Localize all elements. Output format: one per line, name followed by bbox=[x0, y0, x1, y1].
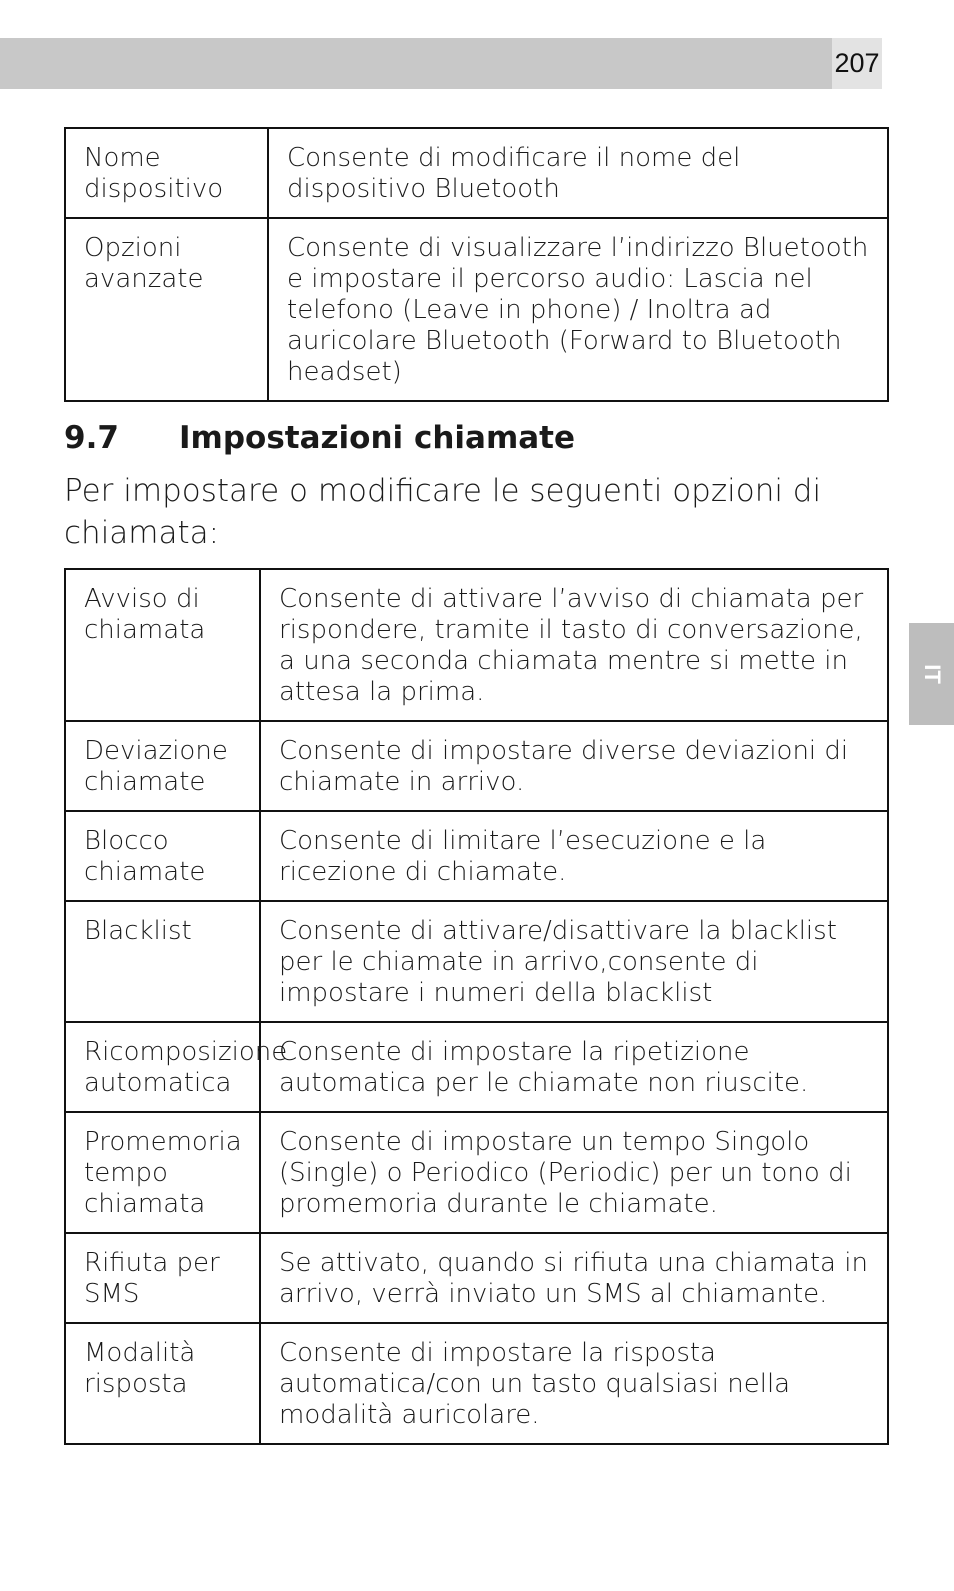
table-row bbox=[65, 901, 888, 1022]
option-name: Opzioni avanzate bbox=[65, 218, 268, 401]
option-description: Consente di impostare diverse deviazioni di chiamate in arrivo. bbox=[260, 721, 888, 811]
table-row bbox=[65, 1323, 888, 1444]
language-tab-label: IT bbox=[919, 664, 945, 684]
section-number: 9.7 bbox=[64, 420, 119, 456]
option-description: Consente di attivare/disattivare la blacklist per le chiamate in arrivo,consente di impostare i numeri della blacklist bbox=[260, 901, 888, 1022]
option-name: Ricomposizione automatica bbox=[65, 1022, 260, 1112]
option-name: Blacklist bbox=[65, 901, 260, 1022]
option-description: Consente di impostare la risposta automatica/con un tasto qualsiasi nella modalità auricolare. bbox=[260, 1323, 888, 1444]
section-heading bbox=[64, 420, 575, 456]
table-row bbox=[65, 1022, 888, 1112]
option-description: Consente di impostare la ripetizione automatica per le chiamate non riuscite. bbox=[260, 1022, 888, 1112]
table-row bbox=[65, 128, 888, 218]
page-number: 207 bbox=[832, 38, 882, 89]
table-row bbox=[65, 721, 888, 811]
option-name: Promemoria tempo chiamata bbox=[65, 1112, 260, 1233]
option-description: Consente di visualizzare l’indirizzo Bluetooth e impostare il percorso audio: Lascia nel telefono (Leave in phone) / Inoltra ad auricolare Bluetooth (Forward to Bluetooth headset) bbox=[268, 218, 888, 401]
option-name: Deviazione chiamate bbox=[65, 721, 260, 811]
option-description: Consente di attivare l’avviso di chiamata per rispondere, tramite il tasto di conversazione, a una seconda chiamata mentre si mette in attesa la prima. bbox=[260, 569, 888, 721]
table-row bbox=[65, 811, 888, 901]
table-row bbox=[65, 218, 888, 401]
section-title: Impostazioni chiamate bbox=[179, 420, 576, 456]
option-description: Consente di impostare un tempo Singolo (Single) o Periodico (Periodic) per un tono di promemoria durante le chiamate. bbox=[260, 1112, 888, 1233]
option-name: Modalità risposta bbox=[65, 1323, 260, 1444]
option-description: Consente di modificare il nome del dispositivo Bluetooth bbox=[268, 128, 888, 218]
header-bar bbox=[0, 38, 832, 89]
table-row bbox=[65, 569, 888, 721]
table-row bbox=[65, 1112, 888, 1233]
table-row bbox=[65, 1233, 888, 1323]
option-description: Consente di limitare l’esecuzione e la ricezione di chiamate. bbox=[260, 811, 888, 901]
language-tab bbox=[909, 623, 954, 725]
option-name: Rifiuta per SMS bbox=[65, 1233, 260, 1323]
option-name: Nome dispositivo bbox=[65, 128, 268, 218]
option-name: Avviso di chiamata bbox=[65, 569, 260, 721]
section-intro: Per impostare o modificare le seguenti opzioni di chiamata: bbox=[64, 473, 822, 551]
bluetooth-options-table bbox=[64, 127, 889, 402]
call-settings-table bbox=[64, 568, 889, 1445]
option-name: Blocco chiamate bbox=[65, 811, 260, 901]
option-description: Se attivato, quando si rifiuta una chiamata in arrivo, verrà inviato un SMS al chiamante. bbox=[260, 1233, 888, 1323]
